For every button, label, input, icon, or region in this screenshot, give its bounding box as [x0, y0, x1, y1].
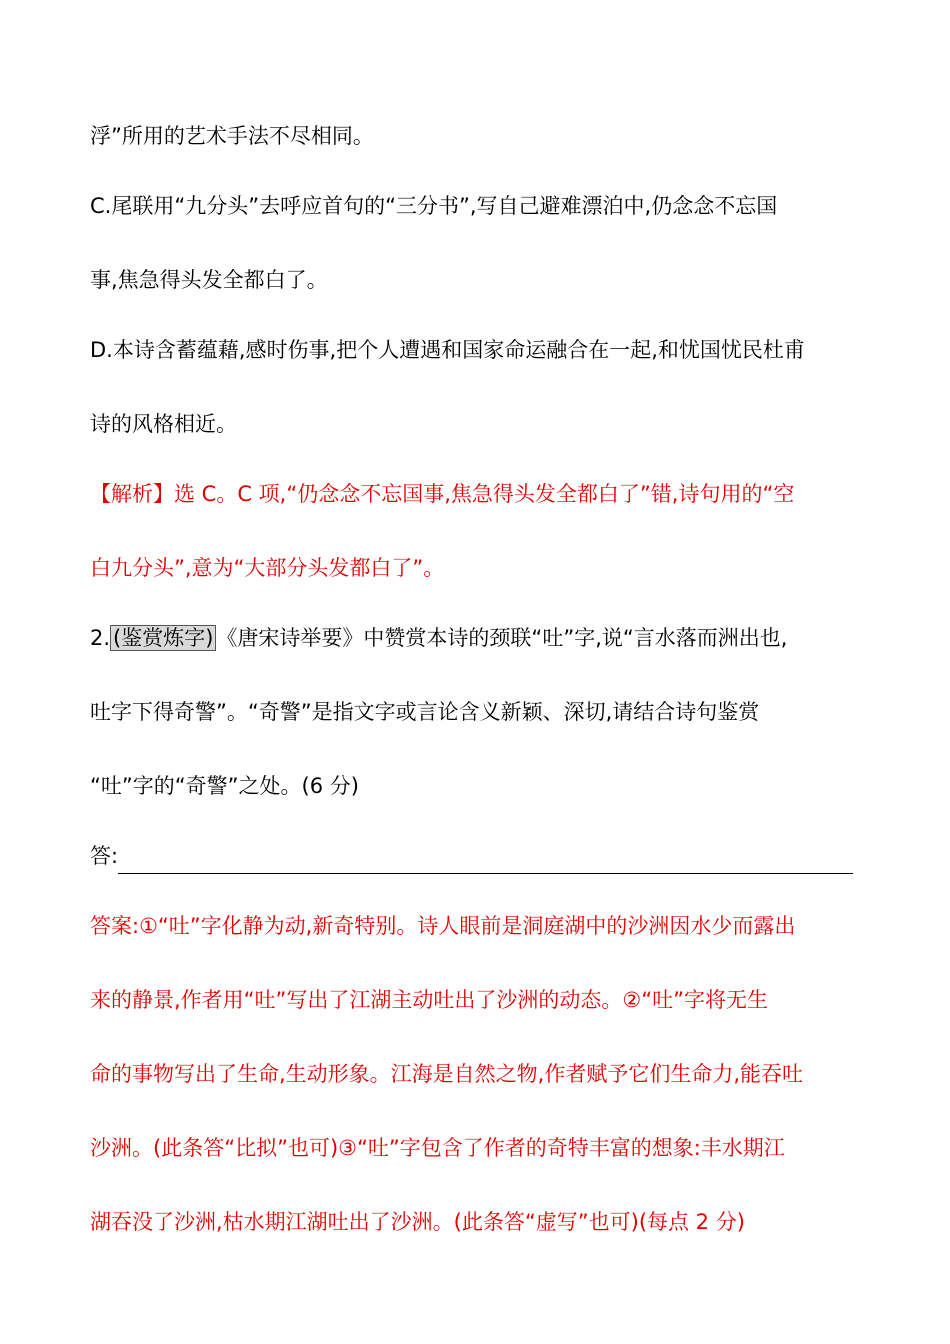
question-number: 2. — [90, 626, 111, 650]
question-type-tag: (鉴赏炼字) — [110, 625, 216, 651]
option-c-line-1: C.尾联用“九分头”去呼应首句的“三分书”,写自己避难漂泊中,仍念念不忘国 — [90, 194, 778, 218]
answer-line-3: 命的事物写出了生命,生动形象。江海是自然之物,作者赋予它们生命力,能吞吐 — [90, 1062, 804, 1086]
question-2-line-2: 吐字下得奇警”。“奇警”是指文字或言论含义新颖、深切,请结合诗句鉴赏 — [90, 700, 760, 724]
answer-prompt — [90, 838, 862, 874]
option-d-line-2: 诗的风格相近。 — [90, 412, 237, 436]
question-2-text-1: 《唐宋诗举要》中赞赏本诗的颈联“吐”字,说“言水落而洲出也, — [216, 626, 788, 650]
answer-blank[interactable] — [118, 849, 853, 874]
answer-line-2: 来的静景,作者用“吐”写出了江湖主动吐出了沙洲的动态。②“吐”字将无生 — [90, 988, 769, 1012]
option-b-continuation: 浮”所用的艺术手法不尽相同。 — [90, 124, 374, 148]
answer-line-5: 湖吞没了沙洲,枯水期江湖吐出了沙洲。(此条答“虚写”也可)(每点 2 分) — [90, 1210, 745, 1234]
question-2-line-1 — [90, 620, 862, 656]
option-c-line-2: 事,焦急得头发全都白了。 — [90, 268, 328, 292]
question-2-line-3: “吐”字的“奇警”之处。(6 分) — [90, 774, 359, 798]
option-d-line-1: D.本诗含蓄蕴藉,感时伤事,把个人遭遇和国家命运融合在一起,和忧国忧民杜甫 — [90, 338, 805, 362]
answer-line-4: 沙洲。(此条答“比拟”也可)③“吐”字包含了作者的奇特丰富的想象:丰水期江 — [90, 1136, 785, 1160]
document-page — [90, 118, 862, 1240]
answer-line-1: 答案:①“吐”字化静为动,新奇特别。诗人眼前是洞庭湖中的沙洲因水少而露出 — [90, 914, 796, 938]
analysis-line-2: 白九分头”,意为“大部分头发都白了”。 — [90, 556, 445, 580]
analysis-line-1: 【解析】选 C。C 项,“仍念念不忘国事,焦急得头发全都白了”错,诗句用的“空 — [90, 482, 795, 506]
answer-label: 答: — [90, 844, 119, 868]
